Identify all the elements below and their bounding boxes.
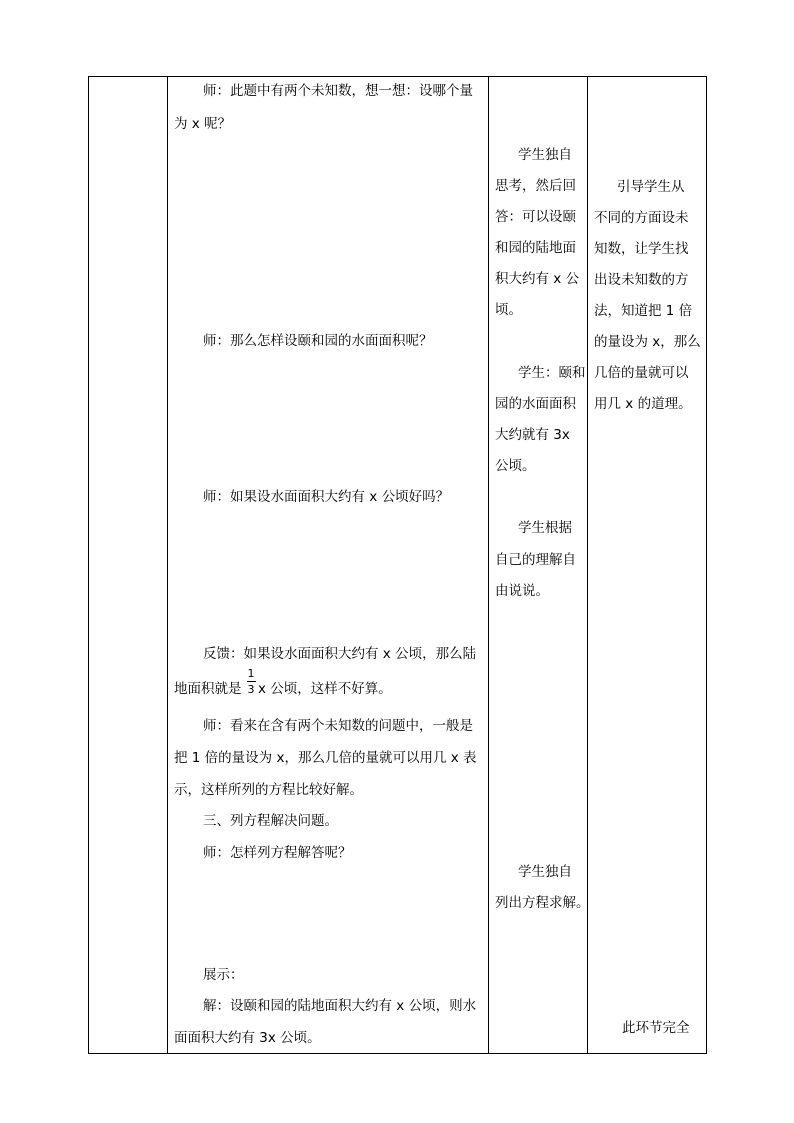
teacher-question-line2: 为 x 呢？	[174, 116, 232, 132]
intent-line: 此环节完全	[622, 1020, 690, 1036]
feedback-line2-pre: 地面积就是	[174, 681, 242, 697]
student-answer-4-line: 学生独自	[518, 864, 572, 880]
fraction-numerator: 1	[247, 667, 255, 680]
intent-line: 法，知道把 1 倍	[594, 303, 693, 319]
column-divider-1	[167, 76, 168, 1054]
column-divider-2	[488, 76, 489, 1054]
student-answer-1-line: 学生独自	[518, 147, 572, 163]
intent-line: 的量设为 x，那么	[594, 334, 701, 350]
student-answer-1-line: 答：可以设颐	[495, 209, 576, 225]
student-answer-1-line: 和园的陆地面	[495, 240, 576, 256]
section-heading: 三、列方程解决问题。	[203, 813, 338, 829]
student-answer-3-line: 由说说。	[495, 583, 549, 599]
teacher-question-how: 师：怎样列方程解答呢？	[203, 845, 352, 861]
summary-line1: 师：看来在含有两个未知数的问题中，一般是	[203, 718, 473, 734]
student-answer-3-line: 学生根据	[518, 520, 572, 536]
feedback-line2-post: x 公顷，这样不好算。	[258, 681, 392, 697]
solution-line2: 面面积大约有 3x 公顷。	[174, 1030, 321, 1046]
feedback-line1: 反馈：如果设水面面积大约有 x 公顷，那么陆	[203, 646, 477, 662]
intent-line: 知数，让学生找	[594, 241, 689, 257]
intent-line: 用几 x 的道理。	[594, 396, 692, 412]
show-label: 展示：	[203, 967, 244, 983]
intent-line: 不同的方面设未	[594, 210, 689, 226]
summary-line2: 把 1 倍的量设为 x，那么几倍的量就可以用几 x 表	[174, 750, 477, 766]
student-answer-2-line: 园的水面面积	[495, 396, 576, 412]
student-answer-1-line: 积大约有 x 公	[495, 271, 580, 287]
teacher-question-if-water: 师：如果设水面面积大约有 x 公顷好吗？	[203, 489, 450, 505]
student-answer-2-line: 公顷。	[495, 458, 536, 474]
student-answer-3-line: 自己的理解自	[495, 552, 576, 568]
student-answer-1-line: 顷。	[495, 302, 522, 318]
student-answer-2-line: 大约就有 3x	[495, 427, 570, 443]
teacher-question-water: 师：那么怎样设颐和园的水面面积呢？	[203, 333, 433, 349]
fraction-bar	[247, 681, 256, 682]
student-answer-4-line: 列出方程求解。	[495, 895, 590, 911]
teacher-question-line1: 师：此题中有两个未知数，想一想：设哪个量	[203, 83, 473, 99]
solution-line1: 解：设颐和园的陆地面积大约有 x 公顷，则水	[203, 998, 477, 1014]
fraction-denominator: 3	[247, 683, 255, 696]
intent-line: 出设未知数的方	[594, 272, 689, 288]
student-answer-2-line: 学生：颐和	[518, 365, 586, 381]
intent-line: 几倍的量就可以	[594, 365, 689, 381]
summary-line3: 示，这样所列的方程比较好解。	[174, 782, 363, 798]
intent-line: 引导学生从	[617, 179, 685, 195]
student-answer-1-line: 思考，然后回	[495, 178, 576, 194]
